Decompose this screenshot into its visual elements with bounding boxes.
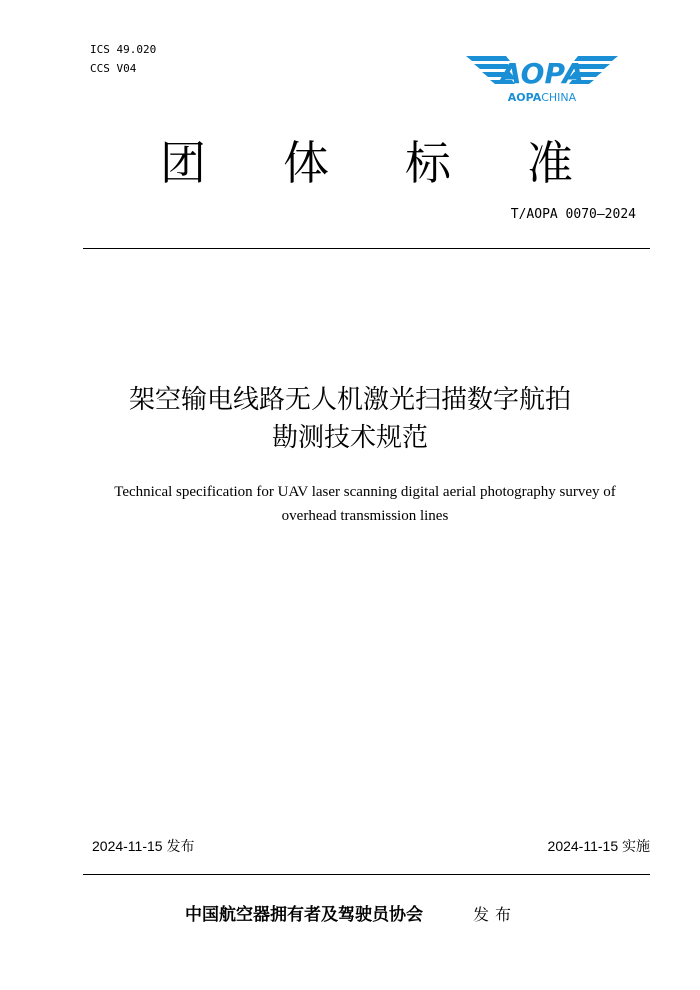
standard-number: T/AOPA 0070—2024 [510, 207, 636, 222]
ics-code: ICS 49.020 [90, 43, 157, 56]
svg-text:AOPACHINA: AOPACHINA [507, 91, 577, 104]
svg-text:AOPA: AOPA [499, 57, 585, 90]
issuer-name: 中国航空器拥有者及驾驶员协会 [185, 905, 423, 925]
doc-type-char: 标 [405, 136, 451, 190]
doc-type-char: 团 [160, 136, 206, 190]
document-type [0, 135, 700, 191]
top-divider [83, 248, 650, 249]
aopa-logo [462, 52, 622, 106]
ccs-code: CCS V04 [90, 62, 137, 75]
doc-type-char: 体 [283, 136, 329, 190]
aopa-wings-icon [462, 52, 622, 106]
title-cn-line-1: 架空输电线路无人机激光扫描数字航拍 [128, 385, 571, 415]
bottom-divider [83, 874, 650, 875]
implementation-date: 2024-11-15 实施 [547, 838, 650, 854]
issue-date: 2024-11-15 发布 [92, 838, 195, 854]
title-en-line-2: overhead transmission lines [281, 508, 449, 524]
title-cn-line-2: 勘测技术规范 [271, 423, 428, 453]
issuer-suffix: 发布 [473, 905, 518, 924]
title-en-line-1: Technical specification for UAV laser scanning digital aerial photography survey of [114, 484, 616, 500]
doc-type-char: 准 [527, 136, 573, 190]
